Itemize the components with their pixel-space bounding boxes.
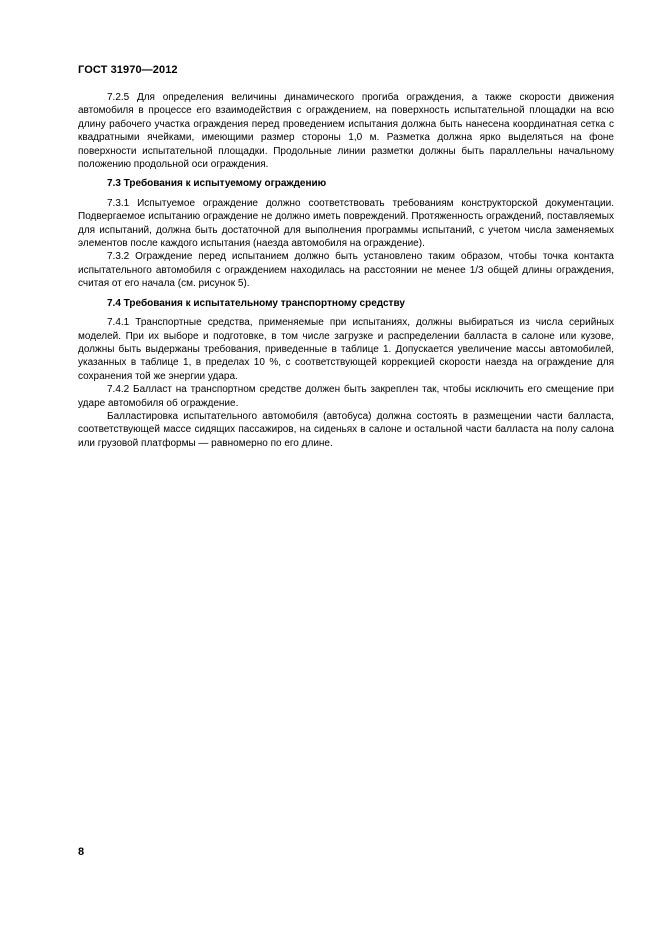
section-heading-7-4: 7.4 Требования к испытательному транспортному средству (107, 297, 405, 309)
paragraph-7-4-1: 7.4.1 Транспортные средства, применяемые при испытаниях, должны выбираться из числа серийных моделей. При их выборе и подготовке, в том числе загрузке и распределении балласта в салоне или кузове, должны быть выдержаны требования, приведенные в таблице 1. Допускается увеличение массы автомобилей, указанных в таблице 1, в пределах 10 %, с соответствующей коррекцией скорости наезда на ограждение для сохранения той же энергии удара. (78, 317, 614, 382)
paragraph-7-3-2: 7.3.2 Ограждение перед испытанием должно быть установлено таким образом, чтобы точка контакта испытательного автомобиля с ограждением находилась на расстоянии не менее 1/3 общей длины ограждения, считая от его начала (см. рисунок 5). (78, 251, 614, 290)
document-body (78, 91, 614, 450)
paragraph-7-3-1: 7.3.1 Испытуемое ограждение должно соответствовать требованиям конструкторской документации. Подвергаемое испытанию ограждение не должно иметь повреждений. Протяженность ограждений, поставляемых для испытаний, должна быть достаточной для выполнения программы испытаний, с учетом числа заменяемых элементов после каждого испытания (наезда автомобиля на ограждение). (78, 197, 614, 250)
paragraph-7-2-5: 7.2.5 Для определения величины динамического прогиба ограждения, а также скорости движения автомобиля в процессе его взаимодействия с ограждением, на поверхность испытательной площадки на всю длину рабочего участка ограждения перед проведением испытания должна быть нанесена координатная сетка с квадратными ячейками, имеющими размер стороны 1,0 м. Разметка должна ярко выделяться на фоне поверхности испытательной площадки. Продольные линии разметки должны быть параллельны начальному положению продольной оси ограждения. (78, 92, 614, 171)
paragraph-7-4-2: 7.4.2 Балласт на транспортном средстве должен быть закреплен так, чтобы исключить его смещение при ударе автомобиля об ограждение. (78, 384, 614, 409)
paragraph-7-4-2-ballast: Балластировка испытательного автомобиля (автобуса) должна состоять в размещении части балласта, соответствующей массе сидящих пассажиров, на сиденьях в салоне и остальной части балласта на полу салона или грузовой платформы — равномерно по его длине. (78, 410, 614, 449)
section-heading-7-3: 7.3 Требования к испытуемому ограждению (107, 178, 327, 190)
document-code-header: ГОСТ 31970—2012 (78, 64, 178, 76)
page-number: 8 (78, 846, 85, 858)
